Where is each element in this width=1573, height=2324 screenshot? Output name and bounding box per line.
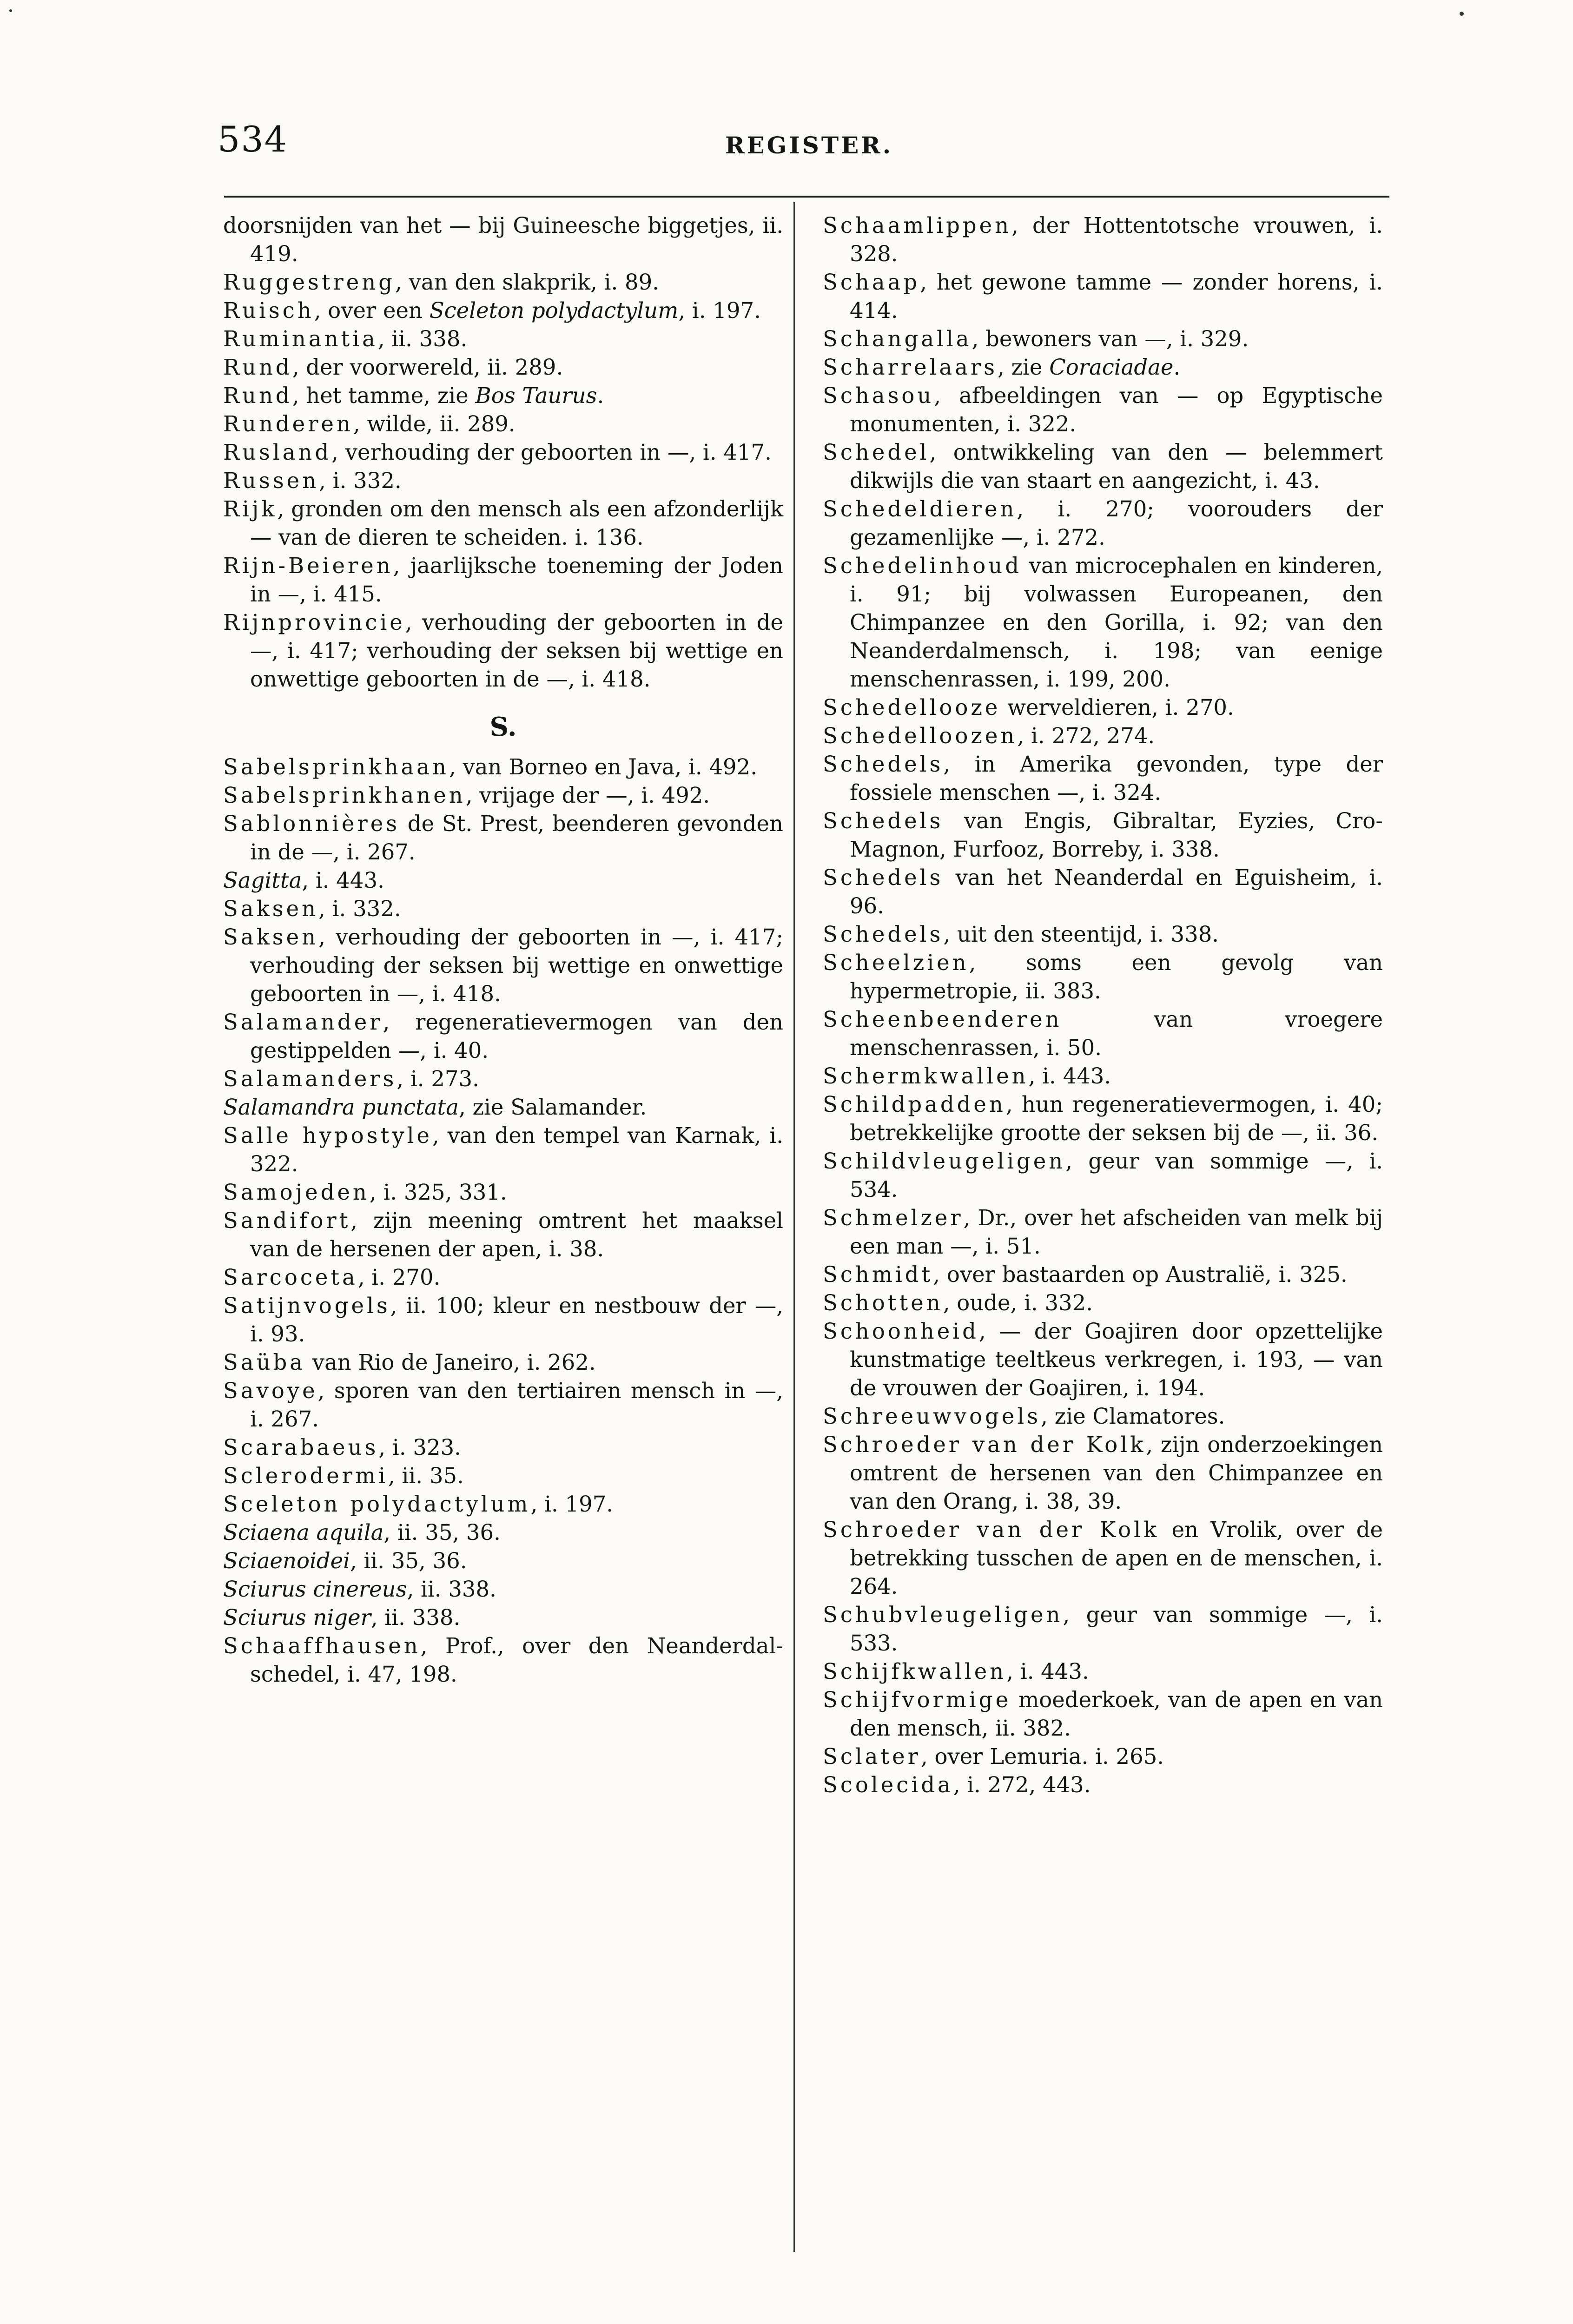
index-entry [223, 753, 783, 781]
entry-headword: Schildvleugeligen [823, 1149, 1066, 1174]
entry-italic: Sciaena aquila [223, 1520, 384, 1545]
entry-headword: Schaap [823, 270, 920, 295]
entry-text: , i. 325, 331. [369, 1180, 507, 1205]
index-entry [223, 1008, 783, 1065]
entry-text: , i. 272, 274. [1017, 723, 1155, 748]
entry-headword: Schubvleugeligen [823, 1602, 1063, 1627]
entry-text: , i. 443. [1006, 1659, 1089, 1684]
entry-text: , zie [997, 355, 1050, 380]
index-entry [223, 1604, 783, 1632]
entry-text: . [597, 383, 604, 408]
entry-headword: Saksen [223, 896, 319, 921]
index-entry [223, 1292, 783, 1348]
index-entry [823, 807, 1383, 864]
entry-text: , i. 270; voorouders der gezamenlijke —, i. 272. [850, 496, 1383, 550]
index-entry [223, 1093, 783, 1122]
entry-headword: Rijk [223, 496, 278, 522]
index-entry [223, 211, 783, 268]
entry-text: , ii. 35. [388, 1463, 464, 1488]
index-entry [223, 810, 783, 866]
entry-headword: Schildpadden [823, 1092, 1006, 1117]
index-entry [823, 1204, 1383, 1261]
index-column-left [223, 211, 783, 1689]
entry-text: , zijn meening omtrent het maaksel van de hersenen der apen, i. 38. [250, 1208, 783, 1261]
entry-text: , ontwikkeling van den — belemmert dikwijls die van staart en aangezicht, i. 43. [850, 440, 1383, 493]
index-entry [823, 864, 1383, 920]
index-entry [223, 268, 783, 297]
entry-headword: Schaamlippen [823, 213, 1012, 238]
entry-text: , i. 197. [530, 1492, 614, 1517]
index-entry [223, 297, 783, 325]
entry-italic: Salamandra punctata [223, 1095, 459, 1120]
entry-text: de St. Prest, beenderen gevonden in de —, i. 267. [250, 811, 783, 865]
index-entry [223, 495, 783, 552]
entry-headword: Sabelsprinkhaan [223, 754, 449, 779]
entry-text: moederkoek, van de apen en van den mensch, ii. 382. [850, 1687, 1383, 1741]
entry-headword: Scolecida [823, 1772, 953, 1797]
entry-text: , i. 332. [318, 896, 401, 921]
entry-headword: Schedel [823, 440, 930, 465]
entry-headword: Satijnvogels [223, 1293, 390, 1318]
entry-text: , zijn onderzoekingen omtrent de hersenen van den Chimpanzee en van den Orang, i. 38, 39. [850, 1432, 1383, 1514]
entry-headword: Schijfkwallen [823, 1659, 1007, 1684]
page-number: 534 [218, 119, 288, 160]
index-entry [823, 949, 1383, 1005]
index-entry [823, 1289, 1383, 1317]
entry-text: , geur van sommige —, i. 534. [850, 1149, 1383, 1202]
entry-headword: Scarabaeus [223, 1435, 379, 1460]
index-entry [223, 866, 783, 895]
entry-text: , sporen van den tertiairen mensch in —, i. 267. [250, 1378, 783, 1432]
entry-headword: Ruisch [223, 298, 314, 323]
entry-headword: Schotten [823, 1290, 943, 1315]
entry-text: van vroegere menschenrassen, i. 50. [850, 1007, 1383, 1060]
entry-text: , geur van sommige —, i. 533. [850, 1602, 1383, 1656]
entry-italic: Sciaenoidei [223, 1548, 350, 1573]
index-entry [823, 1743, 1383, 1771]
entry-headword: Salle hypostyle [223, 1123, 432, 1148]
index-entry [823, 750, 1383, 807]
entry-text: , gronden om den mensch als een afzonderlijk — van de dieren te scheiden. i. 136. [250, 496, 783, 550]
index-entry [823, 382, 1383, 438]
entry-headword: Scharrelaars [823, 355, 998, 380]
entry-headword: Runderen [223, 411, 353, 436]
entry-headword: Russen [223, 468, 319, 493]
entry-text: , over Lemuria. i. 265. [920, 1744, 1164, 1769]
section-letter: S. [489, 712, 517, 742]
index-entry [823, 1317, 1383, 1402]
entry-text: , ii. 338. [377, 326, 468, 351]
entry-text: , wilde, ii. 289. [353, 411, 516, 436]
entry-italic: Sciurus cinereus [223, 1577, 407, 1602]
index-entry [223, 1348, 783, 1377]
entry-headword: Schedels [823, 865, 944, 890]
entry-text: , i. 197. [678, 298, 761, 323]
index-entry [223, 608, 783, 693]
entry-text: , afbeeldingen van — op Egyptische monumenten, i. 322. [850, 383, 1383, 436]
entry-headword: Schoonheid [823, 1319, 979, 1344]
entry-text: , het tamme, zie [292, 383, 476, 408]
index-entry [823, 552, 1383, 693]
entry-text: , Prof., over den Neanderdal-schedel, i. 47, 198. [250, 1633, 783, 1687]
entry-text: , i. 323. [378, 1435, 461, 1460]
entry-text: . [1173, 355, 1181, 380]
entry-italic: Sagitta [223, 868, 302, 893]
entry-text: , i. 443. [302, 868, 384, 893]
entry-headword: Schijfvormige [823, 1687, 1011, 1712]
index-entry [223, 923, 783, 1008]
index-entry [823, 268, 1383, 325]
index-entry [223, 1122, 783, 1178]
entry-text: , ii. 35, 36. [350, 1548, 467, 1573]
entry-headword: Schedels [823, 752, 944, 777]
index-entry [823, 1686, 1383, 1743]
entry-text: doorsnijden van het — bij Guineesche biggetjes, ii. 419. [223, 213, 783, 266]
index-entry [223, 1632, 783, 1689]
entry-text: , verhouding der geboorten in de —, i. 417; verhouding der seksen bij wettige en onwettige geboorten in de —, i. 418. [250, 610, 783, 692]
index-entry [823, 693, 1383, 722]
index-entry [223, 1462, 783, 1490]
index-entry [823, 1090, 1383, 1147]
entry-italic: Sciurus niger [223, 1605, 371, 1630]
entry-headword: Schedeldieren [823, 496, 1017, 522]
entry-headword: Schedelloozen [823, 723, 1018, 748]
entry-headword: Sarcoceta [223, 1265, 358, 1290]
entry-italic: Coraciadae [1049, 355, 1174, 380]
entry-headword: Rund [223, 355, 292, 380]
entry-text: , i. 332. [319, 468, 402, 493]
entry-text: , — der Goajiren door opzettelijke kunstmatige teeltkeus verkregen, i. 193, — van de vrouwen der Goajiren, i. 194. [850, 1319, 1383, 1400]
entry-text: , vrijage der —, i. 492. [465, 783, 710, 808]
entry-headword: Schroeder van der Kolk [823, 1517, 1160, 1542]
entry-headword: Salamanders [223, 1066, 397, 1091]
entry-text: en Vrolik, over de betrekking tusschen de apen en de menschen, i. 264. [850, 1517, 1383, 1599]
index-entry [223, 1377, 783, 1433]
entry-text: , ii. 100; kleur en nestbouw der —, i. 93. [250, 1293, 783, 1347]
index-entry [223, 1519, 783, 1547]
index-entry [823, 325, 1383, 353]
entry-text: werveldieren, i. 270. [1000, 695, 1234, 720]
entry-text: , i. 270. [357, 1265, 441, 1290]
entry-headword: Schreeuwvogels [823, 1404, 1041, 1429]
entry-text: , zie Salamander. [458, 1095, 647, 1120]
index-entry [223, 781, 783, 810]
index-entry [823, 211, 1383, 268]
entry-headword: Schaaffhausen [223, 1633, 421, 1658]
index-entry [223, 1207, 783, 1263]
entry-text: , zie Clamatores. [1041, 1404, 1225, 1429]
index-entry [823, 495, 1383, 552]
entry-text: , verhouding der geboorten in —, i. 417. [331, 440, 772, 465]
entry-headword: Schedelinhoud [823, 553, 1022, 578]
entry-headword: Schroeder van der Kolk [823, 1432, 1146, 1457]
header-rule [224, 196, 1389, 198]
index-entry [823, 438, 1383, 495]
entry-text: , verhouding der geboorten in —, i. 417; verhouding der seksen bij wettige en onwettige geboorten in —, i. 418. [250, 924, 783, 1006]
entry-headword: Scheelzien [823, 950, 969, 975]
index-entry [223, 410, 783, 438]
entry-headword: Savoye [223, 1378, 318, 1403]
entry-text: , jaarlijksche toeneming der Joden in —, i. 415. [250, 553, 783, 607]
entry-text: van microcephalen en kinderen, i. 91; bij volwassen Europeanen, den Chimpanzee en den Gorilla, i. 92; van den Neanderdalmensch, i. 198; van eenige menschenrassen, i. 199, 200. [850, 553, 1383, 692]
index-entry [223, 1547, 783, 1575]
entry-headword: Schermkwallen [823, 1063, 1029, 1089]
entry-headword: Schedels [823, 808, 944, 833]
entry-text: , van den tempel van Karnak, i. 322. [250, 1123, 783, 1176]
entry-text: , het gewone tamme — zonder horens, i. 414. [850, 270, 1383, 323]
entry-text: , i. 272, 443. [953, 1772, 1091, 1797]
entry-headword: Schmelzer [823, 1205, 964, 1230]
entry-text: , ii. 338. [407, 1577, 496, 1602]
entry-text: , over bastaarden op Australië, i. 325. [933, 1262, 1348, 1287]
entry-headword: Schedels [823, 922, 944, 947]
index-entry [823, 1657, 1383, 1686]
index-entry [223, 1490, 783, 1519]
index-entry [823, 1516, 1383, 1601]
entry-text: , oude, i. 332. [943, 1290, 1093, 1315]
entry-text: , over een [314, 298, 430, 323]
entry-headword: Schangalla [823, 326, 972, 351]
entry-text: van Engis, Gibraltar, Eyzies, Cro-Magnon, Furfooz, Borreby, i. 338. [850, 808, 1383, 862]
entry-headword: Sabelsprinkhanen [223, 783, 466, 808]
entry-text: , uit den steentijd, i. 338. [943, 922, 1219, 947]
entry-headword: Sandifort [223, 1208, 351, 1233]
entry-headword: Scheenbeenderen [823, 1007, 1062, 1032]
index-entry [823, 353, 1383, 382]
entry-text: , i. 273. [397, 1066, 479, 1091]
entry-headword: Schmidt [823, 1262, 933, 1287]
index-column-right [823, 211, 1383, 1799]
index-entry [223, 325, 783, 353]
entry-italic: Sceleton polydactylum [429, 298, 679, 323]
index-entry [823, 722, 1383, 750]
specks [9, 9, 12, 12]
entry-headword: Sablonnières [223, 811, 400, 836]
entry-headword: Rijn-Beieren [223, 553, 393, 578]
entry-text: , van Borneo en Java, i. 492. [449, 754, 757, 779]
entry-headword: Saüba [223, 1350, 306, 1375]
entry-text: , Dr., over het afscheiden van melk bij een man —, i. 51. [850, 1205, 1383, 1259]
entry-text: , der Hottentotsche vrouwen, i. 328. [850, 213, 1383, 266]
entry-text: , der voorwereld, ii. 289. [292, 355, 563, 380]
entry-headword: Ruminantia [223, 326, 378, 351]
entry-headword: Rusland [223, 440, 332, 465]
index-entry [823, 1147, 1383, 1204]
entry-text: , in Amerika gevonden, type der fossiele menschen —, i. 324. [850, 752, 1383, 805]
entry-text: , ii. 35, 36. [383, 1520, 501, 1545]
index-entry [823, 1601, 1383, 1657]
entry-italic: Bos Taurus [475, 383, 597, 408]
entry-text: , i. 443. [1028, 1063, 1111, 1089]
index-entry [823, 920, 1383, 949]
index-entry [223, 438, 783, 467]
index-entry [823, 1431, 1383, 1516]
index-entry [823, 1261, 1383, 1289]
entry-text: , ii. 338. [370, 1605, 461, 1630]
entry-text: , regeneratievermogen van den gestippelden —, i. 40. [250, 1010, 783, 1063]
index-entry [823, 1771, 1383, 1799]
entry-text: van Rio de Janeiro, i. 262. [305, 1350, 596, 1375]
entry-headword: Sclerodermi [223, 1463, 388, 1488]
index-entry [223, 1065, 783, 1093]
index-entry [223, 1575, 783, 1604]
index-entry [823, 1402, 1383, 1431]
entry-headword: Salamander [223, 1010, 383, 1035]
index-entry [223, 1263, 783, 1292]
entry-headword: Schedellooze [823, 695, 1001, 720]
entry-text: , bewoners van —, i. 329. [972, 326, 1249, 351]
entry-headword: Rund [223, 383, 292, 408]
entry-headword: Sceleton polydactylum [223, 1492, 531, 1517]
entry-text: , hun regeneratievermogen, i. 40; betrekkelijke grootte der seksen bij de —, ii. 36. [850, 1092, 1383, 1145]
entry-headword: Saksen [223, 924, 319, 950]
index-entry [823, 1005, 1383, 1062]
entry-headword: Samojeden [223, 1180, 370, 1205]
entry-text: , van den slakprik, i. 89. [395, 270, 659, 295]
index-entry [223, 895, 783, 923]
index-entry [223, 382, 783, 410]
entry-headword: Sclater [823, 1744, 921, 1769]
index-entry [223, 467, 783, 495]
index-entry [223, 1178, 783, 1207]
running-head: REGISTER. [725, 132, 893, 159]
index-entry [223, 353, 783, 382]
index-entry [223, 552, 783, 608]
entry-text: van het Neanderdal en Eguisheim, i. 96. [850, 865, 1383, 918]
index-entry [823, 1062, 1383, 1090]
entry-headword: Rijnprovincie [223, 610, 405, 635]
entry-headword: Schasou [823, 383, 934, 408]
index-entry [223, 1433, 783, 1462]
specks [1460, 12, 1464, 16]
entry-text: , soms een gevolg van hypermetropie, ii. 383. [850, 950, 1383, 1004]
column-divider [793, 202, 795, 2252]
entry-headword: Ruggestreng [223, 270, 396, 295]
